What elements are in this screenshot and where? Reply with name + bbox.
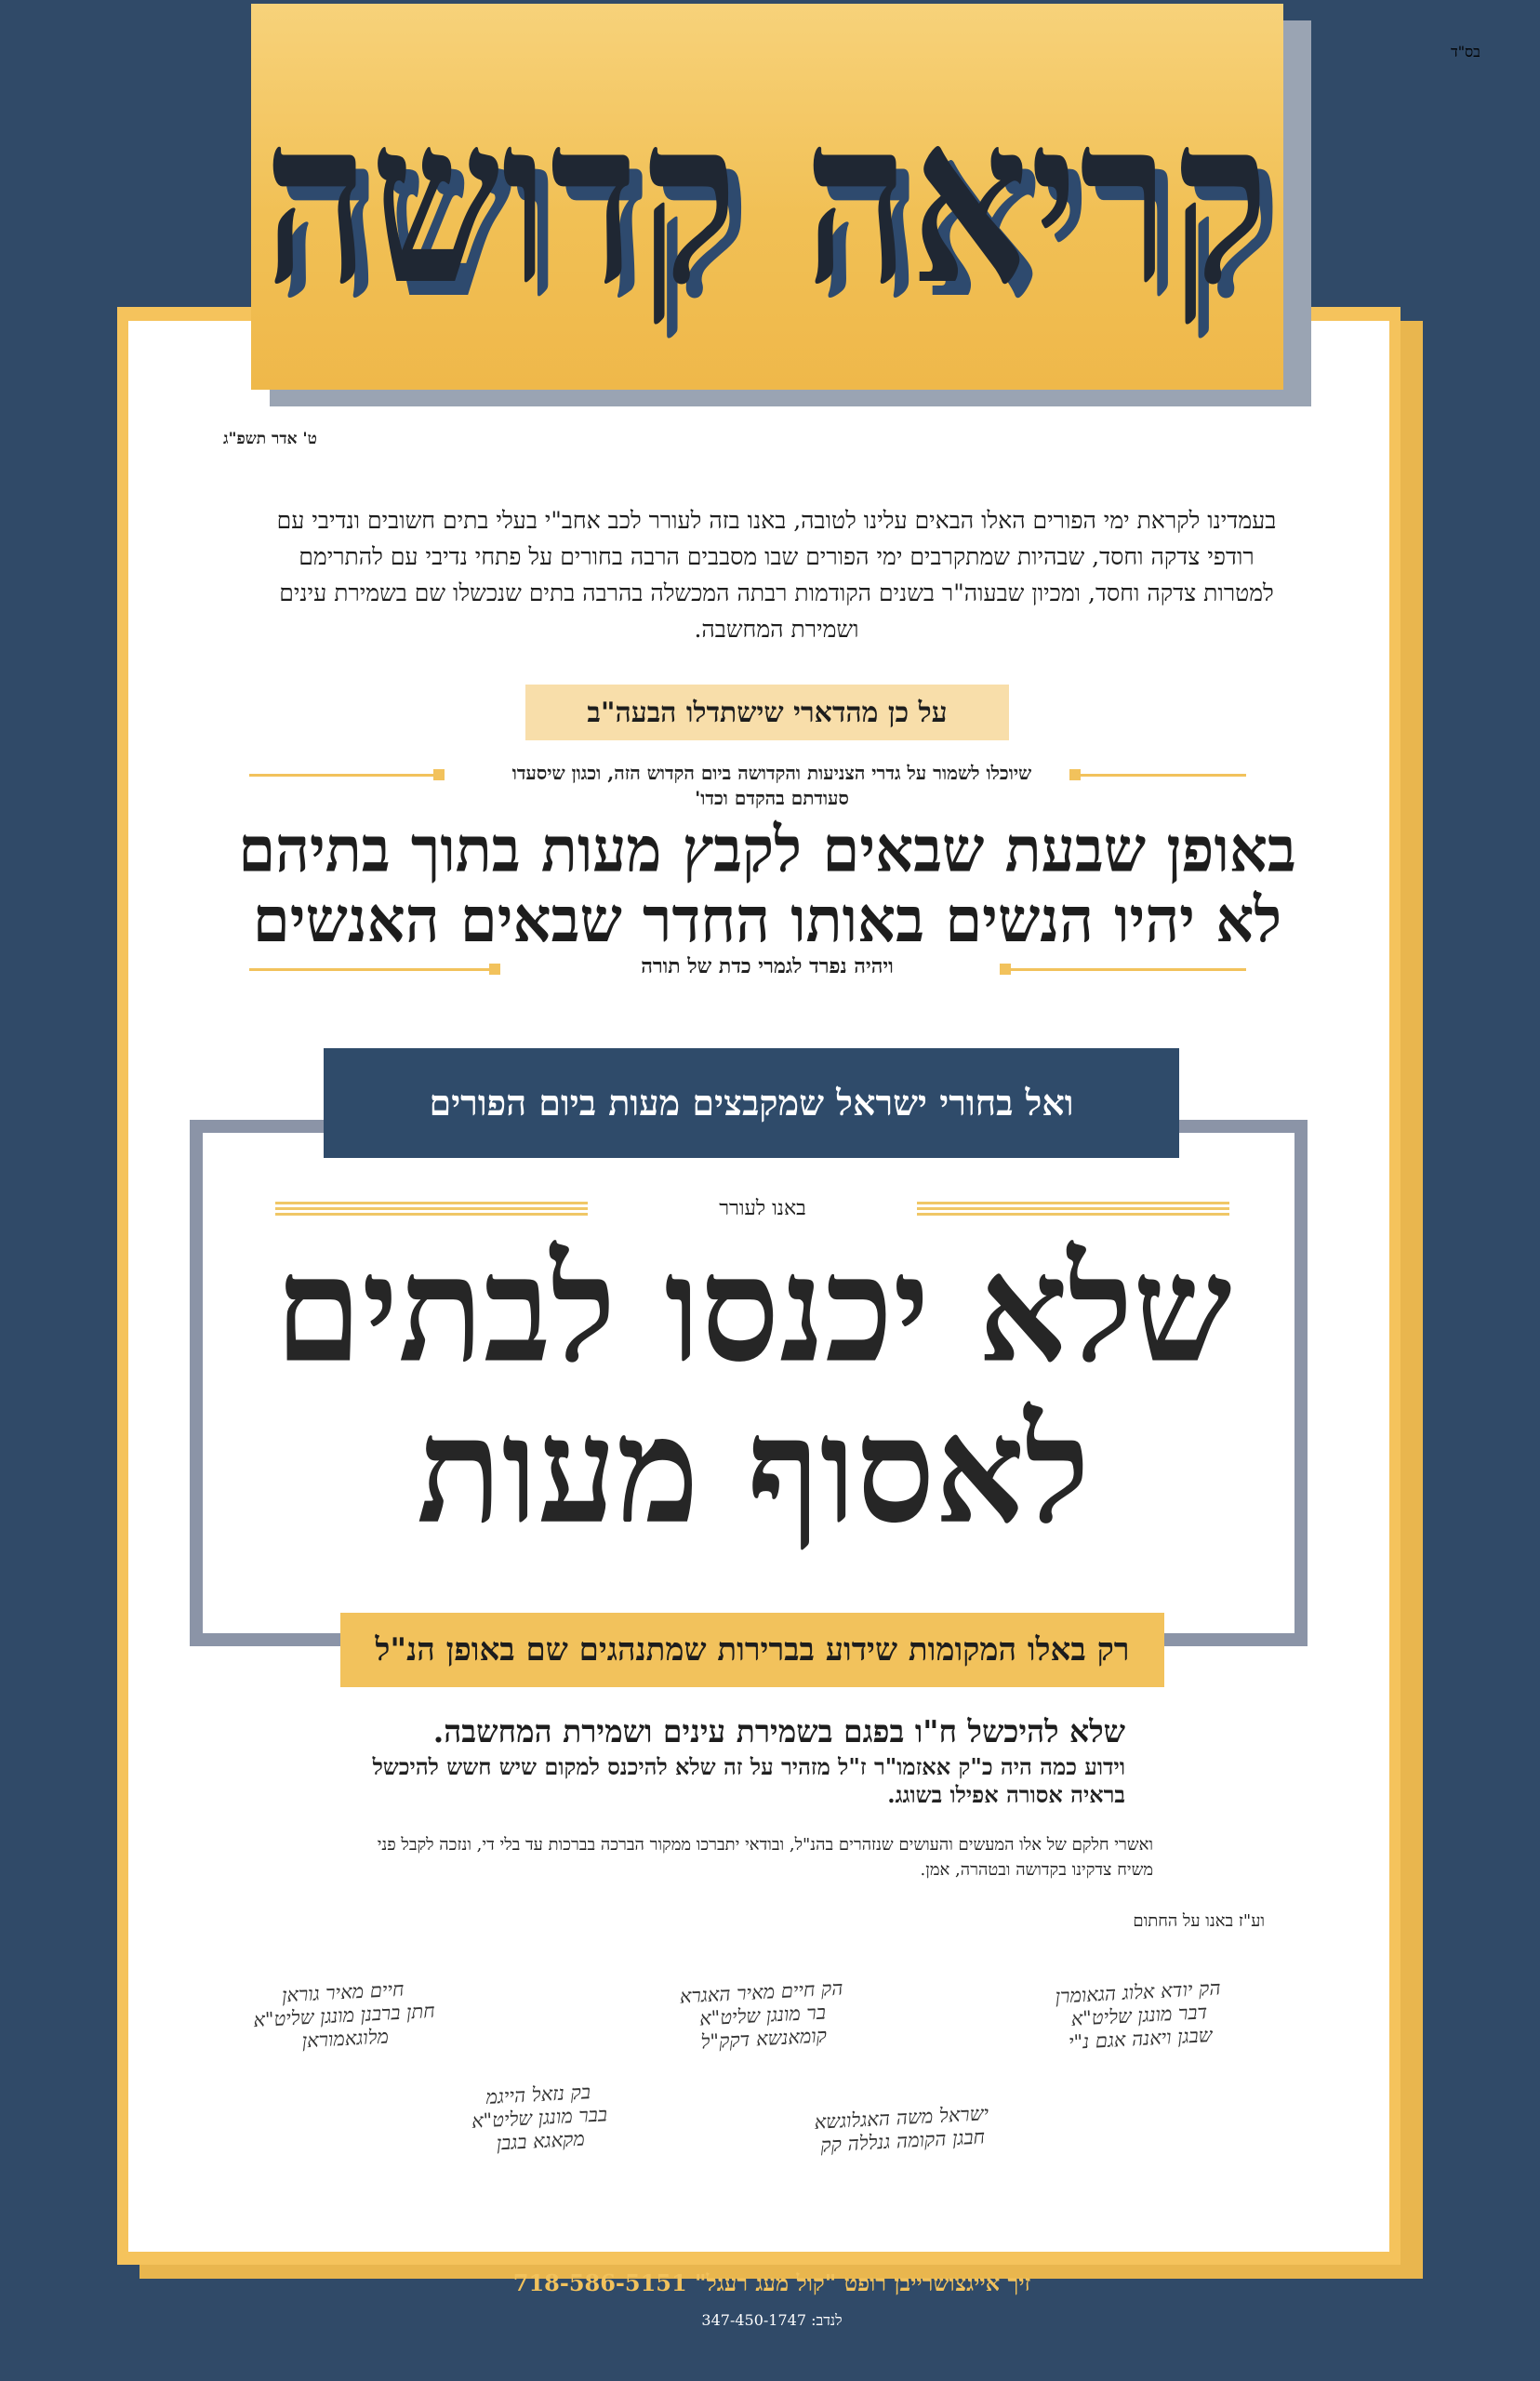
title-banner [251,4,1283,390]
signoff-line: וע"ז באנו על החתום [1133,1911,1265,1931]
headline-2-line-1: שלא יכנסו לבתים [274,1223,1232,1396]
divider-left [249,774,445,777]
subtext-1: שיוכלו לשמור על גדרי הצניעות והקדושה ביום הקדוש הזה, וכגון שיסעדו סעודתם בהקדם וכדו' [511,762,1032,809]
divider-dot [1069,769,1081,780]
divider-left [249,968,500,971]
headline-1-line-1: באופן שבעת שבאים לקבץ מעות בתוך בתיהם [238,813,1296,887]
navy-header-bar [324,1048,1179,1158]
divider-right [1069,774,1246,777]
highlight-pill-text: על כן מהדארי שישתדלו הבעה"ב [587,696,948,729]
gold-callout-bar [340,1613,1164,1687]
signature-3: חיים מאיר גוראן חתן ברבנן מונגן שליט"א מלוגאמוראן [252,1977,436,2053]
headline-1 [223,815,1311,955]
signature-2: הק חיים מאיר האגרא בר מונגן שליט"א קומאנשא דקק"ל [679,1976,844,2054]
gold-callout-text: רק באלו המקומות שידוע בברירות שמתנהגים שם באופן הנ"ל [375,1631,1130,1669]
ornament-lines-left [275,1202,588,1218]
signature-1: ﻿הק יודא אלוג הגאומרן דבר מונגן שליט"א שבגן ויאנה אגם נ"י [1055,1976,1222,2054]
divider-dot [489,964,500,975]
page-title: קריאה קדושה [263,67,1271,336]
footer-phone-line: זיך אייגצושרייבן רופט "קול מעג רעגל" 718-586-5151 [512,2269,1031,2296]
warning-text: וידוע כמה היה כ"ק אאזמו"ר ז"ל מזהיר על זה שלא להיכנס למקום שיש חשש להיכשל בראיה אסורה אפילו בשוגג. [372,1753,1125,1808]
highlight-pill [525,685,1009,740]
headline-2-line-2: לאסוף מעות [417,1384,1090,1557]
headline-1-line-2: לא יהיו הנשים באותו החדר שבאים האנשים [252,883,1282,957]
ornament-lines-right [917,1202,1229,1218]
subtext-2: ויהיה נפרד לגמרי כדת של תורה [641,954,894,978]
warning-heading: שלא להיכשל ח"ו בפגם בשמירת עינים ושמירת המחשבה. [432,1713,1125,1749]
signature-5: ישראל משה האגלוגשא חבגן הקומה גנללה קק [814,2102,989,2157]
headline-2 [242,1223,1265,1557]
footer-donate-line: לנדב: 347-450-1747 [701,2311,843,2329]
we-call-label: באנו לעורר [719,1197,806,1220]
divider-right [1000,968,1246,971]
blessing-text: ואשרי חלקם של אלו המעשים והעושים שנזהרים בהנ"ל, ובודאי יתברכו ממקור הברכה בברכות עד בלי די, ונזכה לקבל פני משיח צדקינו בקדושה ובטהרה, אמן. [377,1835,1153,1880]
notice-date: ט' אדר תשפ"ג [223,430,317,448]
bsd-mark: בס"ד [1451,43,1480,60]
divider-dot [433,769,445,780]
signature-4: בק נזאל הייגמ בבר מונגן שליט"א מקאגא בגבן [471,2081,608,2155]
intro-paragraph: בעמדינו לקראת ימי הפורים האלו הבאים עלינו לטובה, באנו בזה לעורר לכב אחב"י בעלי בתים חשובים ונדיבי עם רודפי צדקה וחסד, שבהיות שמתקרבים ימי הפורים שבו מסבבים הרבה בחורים על פתחי נדיבי עם להתרימם למטרות צדקה וחסד, ומכיון שבעוה"ר בשנים הקודמות רבתה המכשלה בהרבה בתים שנכשלו שם בשמירת עינים ושמירת המחשבה. [276,507,1277,643]
navy-header-text: ואל בחורי ישראל שמקבצים מעות ביום הפורים [429,1082,1074,1124]
